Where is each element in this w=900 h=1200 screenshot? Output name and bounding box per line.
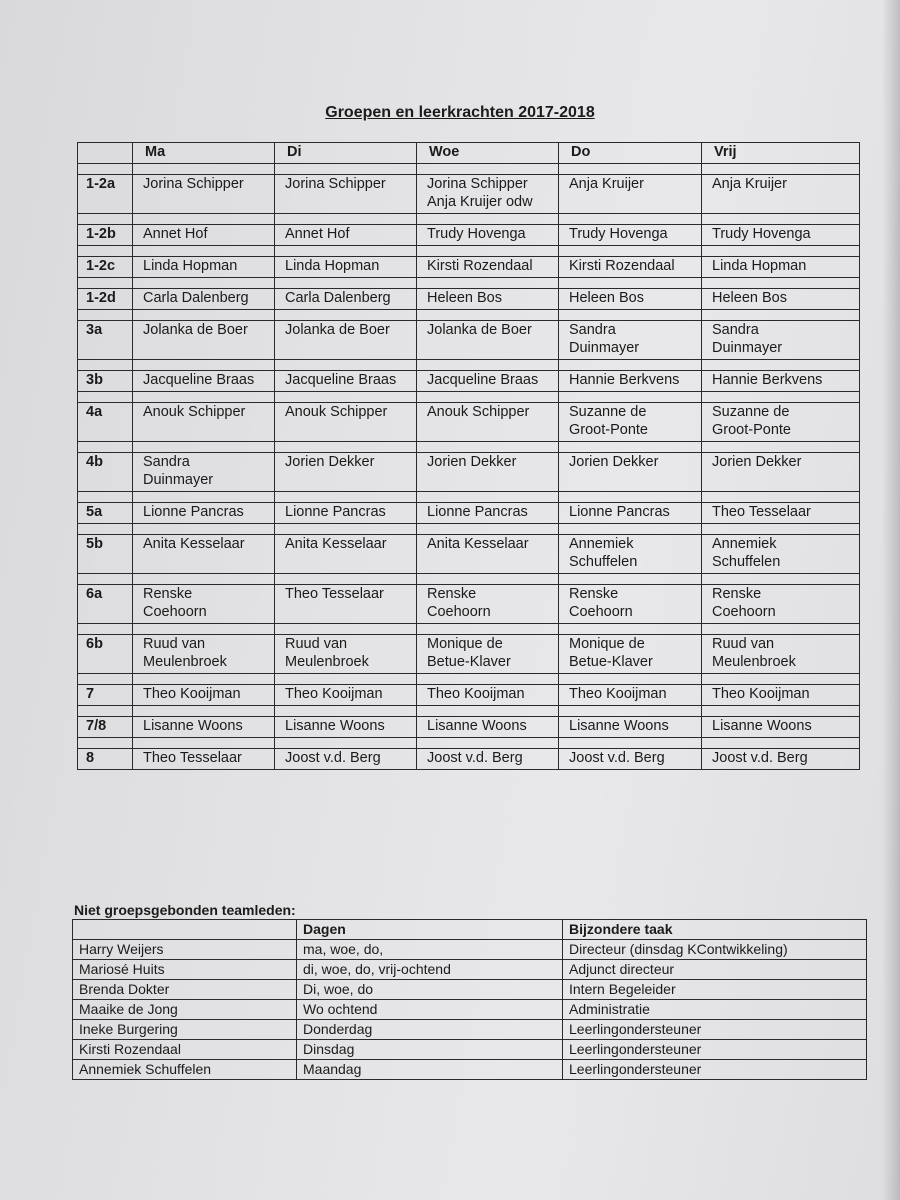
spacer-cell [417,574,559,585]
teacher-cell: Renske Coehoorn [133,585,275,624]
teacher-cell: Annet Hof [133,225,275,246]
spacer-cell [702,278,860,289]
staff-name-cell: Kirsti Rozendaal [73,1040,297,1060]
staff-task-cell: Leerlingondersteuner [563,1020,867,1040]
spacer-cell [133,524,275,535]
group-label: 6b [78,635,133,674]
teacher-cell: Ruud van Meulenbroek [702,635,860,674]
teacher-cell: Suzanne de Groot-Ponte [559,403,702,442]
spacer-cell [133,164,275,175]
teacher-cell: Sandra Duinmayer [559,321,702,360]
spacer-cell [417,524,559,535]
schedule-row [78,635,860,674]
schedule-row [78,225,860,246]
spacer-cell [702,442,860,453]
spacer-row [78,360,860,371]
schedule-row [78,503,860,524]
teacher-cell: Anouk Schipper [417,403,559,442]
teacher-cell: Theo Kooijman [133,685,275,706]
spacer-row [78,738,860,749]
teacher-cell: Sandra Duinmayer [133,453,275,492]
teacher-cell: Theo Tesselaar [133,749,275,770]
page-title: Groepen en leerkrachten 2017-2018 [325,104,595,121]
spacer-cell [133,624,275,635]
spacer-cell [417,492,559,503]
spacer-cell [559,738,702,749]
spacer-row [78,706,860,717]
staff-row [73,1000,867,1020]
teacher-cell: Anouk Schipper [133,403,275,442]
teacher-cell: Hannie Berkvens [559,371,702,392]
teacher-cell: Kirsti Rozendaal [417,257,559,278]
spacer-cell [275,442,417,453]
spacer-cell [78,738,133,749]
teacher-cell: Monique de Betue-Klaver [559,635,702,674]
spacer-row [78,492,860,503]
spacer-cell [78,624,133,635]
teacher-cell: Carla Dalenberg [275,289,417,310]
staff-row [73,1020,867,1040]
teacher-cell: Lionne Pancras [559,503,702,524]
teacher-cell: Linda Hopman [702,257,860,278]
teacher-cell: Joost v.d. Berg [417,749,559,770]
spacer-cell [559,442,702,453]
spacer-row [78,624,860,635]
group-label: 7 [78,685,133,706]
teacher-cell: Jorina Schipper [133,175,275,214]
staff-table [72,919,867,1080]
schedule-row [78,289,860,310]
staff-row [73,1060,867,1080]
staff-row [73,980,867,1000]
teacher-cell: Jacqueline Braas [133,371,275,392]
teacher-cell: Hannie Berkvens [702,371,860,392]
teacher-cell: Lisanne Woons [133,717,275,738]
teacher-cell: Linda Hopman [133,257,275,278]
spacer-cell [417,674,559,685]
teacher-cell: Annemiek Schuffelen [559,535,702,574]
spacer-cell [78,310,133,321]
teacher-cell: Anja Kruijer [559,175,702,214]
staff-heading: Niet groepsgebonden teamleden: [74,902,296,918]
spacer-row [78,574,860,585]
teacher-cell: Jacqueline Braas [275,371,417,392]
teacher-cell: Renske Coehoorn [702,585,860,624]
spacer-cell [275,524,417,535]
staff-name-cell: Harry Weijers [73,940,297,960]
spacer-cell [78,492,133,503]
spacer-cell [78,674,133,685]
schedule-row [78,535,860,574]
teacher-cell: Lionne Pancras [133,503,275,524]
group-label: 5a [78,503,133,524]
spacer-cell [78,392,133,403]
spacer-cell [559,246,702,257]
teacher-cell: Kirsti Rozendaal [559,257,702,278]
teacher-cell: Theo Tesselaar [275,585,417,624]
header-corner-cell [78,143,133,164]
spacer-cell [702,246,860,257]
spacer-row [78,164,860,175]
group-label: 1-2d [78,289,133,310]
schedule-row [78,257,860,278]
spacer-cell [559,360,702,371]
spacer-row [78,392,860,403]
spacer-cell [133,392,275,403]
teacher-cell: Lisanne Woons [417,717,559,738]
teacher-cell: Jolanka de Boer [275,321,417,360]
teacher-cell: Ruud van Meulenbroek [133,635,275,674]
staff-task-cell: Leerlingondersteuner [563,1060,867,1080]
spacer-cell [559,214,702,225]
teacher-cell: Lisanne Woons [275,717,417,738]
spacer-cell [559,706,702,717]
spacer-cell [275,624,417,635]
group-label: 1-2a [78,175,133,214]
schedule-row [78,321,860,360]
spacer-cell [559,392,702,403]
schedule-row [78,403,860,442]
group-label: 4b [78,453,133,492]
teacher-cell: Lionne Pancras [417,503,559,524]
spacer-cell [417,278,559,289]
spacer-cell [702,492,860,503]
spacer-cell [559,310,702,321]
spacer-cell [275,674,417,685]
teacher-cell: Renske Coehoorn [417,585,559,624]
schedule-row [78,717,860,738]
spacer-cell [78,442,133,453]
spacer-cell [133,310,275,321]
staff-row [73,940,867,960]
teacher-cell: Trudy Hovenga [417,225,559,246]
teacher-cell: Anouk Schipper [275,403,417,442]
spacer-row [78,214,860,225]
group-label: 4a [78,403,133,442]
teacher-cell: Theo Tesselaar [702,503,860,524]
spacer-cell [417,624,559,635]
teacher-cell: Jolanka de Boer [417,321,559,360]
teacher-cell: Jorien Dekker [702,453,860,492]
teacher-cell: Lisanne Woons [702,717,860,738]
spacer-cell [559,492,702,503]
staff-name-cell: Ineke Burgering [73,1020,297,1040]
spacer-cell [702,574,860,585]
spacer-cell [78,360,133,371]
spacer-cell [275,278,417,289]
schedule-row [78,453,860,492]
spacer-row [78,442,860,453]
teacher-cell: Trudy Hovenga [702,225,860,246]
teacher-cell: Joost v.d. Berg [275,749,417,770]
spacer-cell [417,392,559,403]
spacer-cell [559,674,702,685]
staff-days-cell: Wo ochtend [297,1000,563,1020]
schedule-header-row [78,143,860,164]
staff-task-cell: Administratie [563,1000,867,1020]
teacher-cell: Trudy Hovenga [559,225,702,246]
staff-days-cell: ma, woe, do, [297,940,563,960]
staff-task-cell: Directeur (dinsdag KContwikkeling) [563,940,867,960]
teacher-cell: Jorien Dekker [275,453,417,492]
paper-edge-shadow [882,0,900,1200]
teacher-cell: Heleen Bos [559,289,702,310]
staff-header-row [73,920,867,940]
spacer-row [78,246,860,257]
schedule-row [78,749,860,770]
teacher-cell: Jorina Schipper Anja Kruijer odw [417,175,559,214]
group-label: 3a [78,321,133,360]
teacher-cell: Joost v.d. Berg [702,749,860,770]
spacer-cell [78,246,133,257]
spacer-cell [133,738,275,749]
spacer-cell [702,524,860,535]
schedule-row [78,585,860,624]
spacer-row [78,524,860,535]
day-header: Woe [417,143,559,164]
schedule-row [78,175,860,214]
spacer-cell [702,624,860,635]
spacer-cell [417,442,559,453]
spacer-cell [702,360,860,371]
spacer-cell [559,574,702,585]
staff-days-cell: Maandag [297,1060,563,1080]
spacer-cell [78,706,133,717]
teacher-cell: Jorien Dekker [417,453,559,492]
spacer-cell [133,674,275,685]
staff-days-cell: Dinsdag [297,1040,563,1060]
teacher-cell: Monique de Betue-Klaver [417,635,559,674]
spacer-row [78,674,860,685]
spacer-row [78,278,860,289]
teacher-cell: Jorien Dekker [559,453,702,492]
teacher-cell: Ruud van Meulenbroek [275,635,417,674]
spacer-cell [78,574,133,585]
group-label: 7/8 [78,717,133,738]
spacer-cell [417,310,559,321]
spacer-cell [78,164,133,175]
spacer-cell [559,624,702,635]
teacher-cell: Anita Kesselaar [133,535,275,574]
day-header: Di [275,143,417,164]
spacer-cell [275,706,417,717]
spacer-cell [78,214,133,225]
spacer-cell [559,164,702,175]
spacer-cell [417,360,559,371]
spacer-cell [133,492,275,503]
spacer-cell [417,246,559,257]
staff-column-header [73,920,297,940]
group-label: 1-2c [78,257,133,278]
spacer-cell [702,214,860,225]
staff-days-cell: Donderdag [297,1020,563,1040]
teacher-cell: Lisanne Woons [559,717,702,738]
teacher-cell: Heleen Bos [702,289,860,310]
staff-task-cell: Adjunct directeur [563,960,867,980]
spacer-cell [275,738,417,749]
spacer-cell [275,246,417,257]
day-header: Do [559,143,702,164]
staff-task-cell: Intern Begeleider [563,980,867,1000]
spacer-cell [702,738,860,749]
teacher-cell: Joost v.d. Berg [559,749,702,770]
spacer-cell [417,738,559,749]
spacer-cell [133,706,275,717]
staff-row [73,960,867,980]
spacer-cell [417,214,559,225]
teacher-cell: Theo Kooijman [702,685,860,706]
spacer-cell [559,278,702,289]
teacher-cell: Suzanne de Groot-Ponte [702,403,860,442]
spacer-cell [275,360,417,371]
spacer-cell [275,492,417,503]
spacer-cell [133,214,275,225]
spacer-cell [417,706,559,717]
spacer-cell [133,360,275,371]
staff-name-cell: Brenda Dokter [73,980,297,1000]
schedule-row [78,371,860,392]
teacher-cell: Annet Hof [275,225,417,246]
group-label: 6a [78,585,133,624]
teacher-cell: Theo Kooijman [417,685,559,706]
spacer-cell [133,278,275,289]
group-label: 5b [78,535,133,574]
teacher-cell: Carla Dalenberg [133,289,275,310]
staff-row [73,1040,867,1060]
spacer-cell [275,310,417,321]
spacer-cell [275,392,417,403]
schedule-table [77,142,860,770]
spacer-cell [702,310,860,321]
spacer-cell [702,674,860,685]
teacher-cell: Annemiek Schuffelen [702,535,860,574]
teacher-cell: Linda Hopman [275,257,417,278]
group-label: 8 [78,749,133,770]
spacer-cell [702,706,860,717]
teacher-cell: Renske Coehoorn [559,585,702,624]
staff-column-header: Dagen [297,920,563,940]
group-label: 3b [78,371,133,392]
spacer-cell [702,164,860,175]
day-header: Vrij [702,143,860,164]
spacer-cell [133,574,275,585]
spacer-cell [133,246,275,257]
group-label: 1-2b [78,225,133,246]
spacer-cell [559,524,702,535]
spacer-cell [417,164,559,175]
spacer-cell [275,214,417,225]
teacher-cell: Anita Kesselaar [417,535,559,574]
teacher-cell: Theo Kooijman [559,685,702,706]
spacer-cell [275,164,417,175]
teacher-cell: Jorina Schipper [275,175,417,214]
teacher-cell: Anja Kruijer [702,175,860,214]
staff-days-cell: Di, woe, do [297,980,563,1000]
teacher-cell: Jacqueline Braas [417,371,559,392]
teacher-cell: Anita Kesselaar [275,535,417,574]
teacher-cell: Sandra Duinmayer [702,321,860,360]
staff-name-cell: Maaike de Jong [73,1000,297,1020]
spacer-cell [275,574,417,585]
spacer-cell [133,442,275,453]
schedule-row [78,685,860,706]
spacer-cell [78,278,133,289]
day-header: Ma [133,143,275,164]
spacer-cell [78,524,133,535]
spacer-row [78,310,860,321]
teacher-cell: Theo Kooijman [275,685,417,706]
staff-name-cell: Annemiek Schuffelen [73,1060,297,1080]
teacher-cell: Heleen Bos [417,289,559,310]
staff-name-cell: Mariosé Huits [73,960,297,980]
teacher-cell: Lionne Pancras [275,503,417,524]
staff-task-cell: Leerlingondersteuner [563,1040,867,1060]
spacer-cell [702,392,860,403]
staff-column-header: Bijzondere taak [563,920,867,940]
teacher-cell: Jolanka de Boer [133,321,275,360]
staff-days-cell: di, woe, do, vrij-ochtend [297,960,563,980]
